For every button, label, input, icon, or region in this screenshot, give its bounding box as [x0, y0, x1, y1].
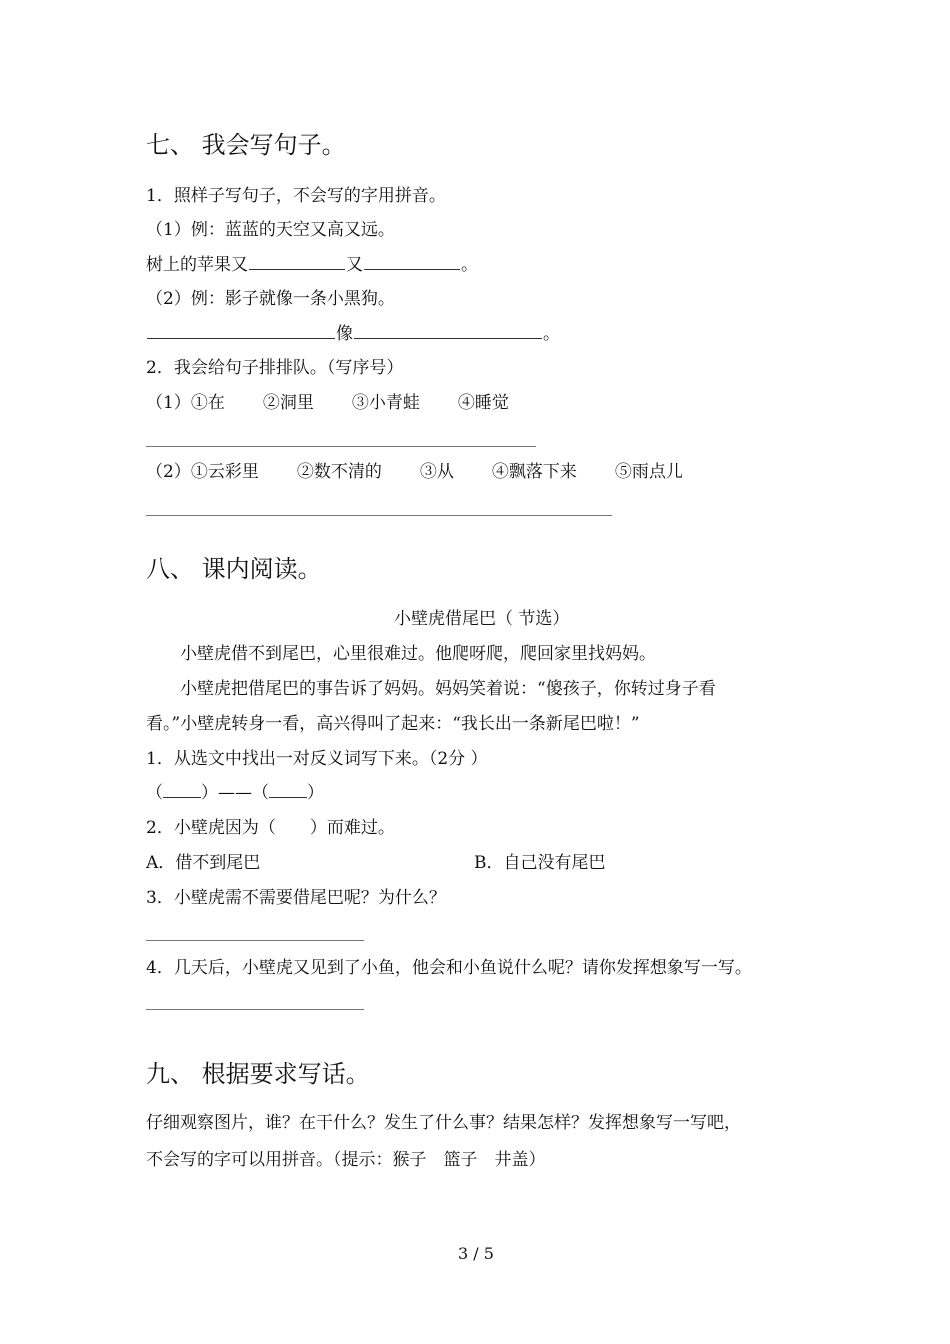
s7-question-1: 1．照样子写句子，不会写的字用拼音。 — [146, 186, 446, 206]
order-item: ⑤雨点儿 — [614, 462, 683, 482]
s7-fill1-end: 。 — [461, 255, 478, 275]
answer-blank[interactable] — [163, 783, 201, 798]
page-number: 3 / 5 — [458, 1244, 494, 1263]
answer-line[interactable] — [146, 515, 612, 516]
s7-fill1-prefix: 树上的苹果又 — [146, 255, 248, 275]
s8-question-1: 1．从选文中找出一对反义词写下来。（2分 ） — [146, 749, 488, 769]
reading-paragraph-1: 小壁虎借不到尾巴，心里很难过。他爬呀爬，爬回家里找妈妈。 — [180, 644, 656, 664]
s7-fill2-mid: 像 — [336, 324, 353, 344]
reading-paragraph-2b: 看。”小壁虎转身一看，高兴得叫了起来：“我长出一条新尾巴啦！” — [146, 714, 640, 734]
order-item: （2）①云彩里 — [146, 462, 259, 482]
answer-line[interactable] — [146, 446, 536, 447]
antonym-dash: ）——（ — [201, 783, 269, 803]
s8-question-2: 2．小壁虎因为（ ）而难过。 — [146, 818, 395, 838]
answer-line[interactable] — [146, 1009, 364, 1010]
answer-blank[interactable] — [249, 268, 345, 270]
reading-paragraph-2a: 小壁虎把借尾巴的事告诉了妈妈。妈妈笑着说：“傻孩子，你转过身子看 — [180, 679, 716, 699]
paren-open: （ — [146, 783, 163, 803]
order-item: ③从 — [419, 462, 454, 482]
section-8-heading: 八、 课内阅读。 — [146, 555, 322, 583]
s7-order-row-1 — [146, 393, 509, 413]
reading-title: 小壁虎借尾巴（ 节选） — [394, 609, 570, 629]
section-9-heading: 九、 根据要求写话。 — [146, 1060, 370, 1088]
order-item: ③小青蛙 — [351, 393, 420, 413]
s7-order-row-2 — [146, 462, 683, 482]
s7-fill1-mid: 又 — [346, 255, 363, 275]
option-b[interactable]: B．自己没有尾巴 — [474, 853, 606, 873]
s7-fill2-end: 。 — [543, 324, 560, 344]
section-7-heading: 七、 我会写句子。 — [146, 131, 346, 159]
s7-example-2: （2）例：影子就像一条小黑狗。 — [146, 289, 395, 309]
answer-blank[interactable] — [269, 783, 307, 798]
order-item: （1）①在 — [146, 393, 225, 413]
answer-blank[interactable] — [364, 268, 460, 270]
answer-blank[interactable] — [147, 337, 335, 339]
writing-prompt-2: 不会写的字可以用拼音。（提示：猴子 篮子 井盖） — [146, 1150, 546, 1170]
s7-fill-line-2 — [146, 324, 560, 344]
s8-antonym-fill — [146, 783, 324, 803]
order-item: ④飘落下来 — [491, 462, 577, 482]
s8-question-4: 4．几天后，小壁虎又见到了小鱼，他会和小鱼说什么呢？请你发挥想象写一写。 — [146, 958, 752, 978]
option-a[interactable]: A．借不到尾巴 — [146, 853, 261, 873]
answer-blank[interactable] — [354, 337, 542, 339]
order-item: ④睡觉 — [457, 393, 509, 413]
s7-question-2: 2．我会给句子排排队。（写序号） — [146, 358, 404, 378]
order-item: ②数不清的 — [296, 462, 382, 482]
order-item: ②洞里 — [262, 393, 314, 413]
writing-prompt-1: 仔细观察图片，谁？在干什么？发生了什么事？结果怎样？发挥想象写一写吧， — [146, 1113, 741, 1133]
s7-fill-line-1 — [146, 255, 478, 275]
paren-close: ） — [307, 783, 324, 803]
s7-example-1: （1）例：蓝蓝的天空又高又远。 — [146, 220, 395, 240]
answer-line[interactable] — [146, 940, 364, 941]
s8-question-3: 3．小壁虎需不需要借尾巴呢？为什么？ — [146, 888, 446, 908]
